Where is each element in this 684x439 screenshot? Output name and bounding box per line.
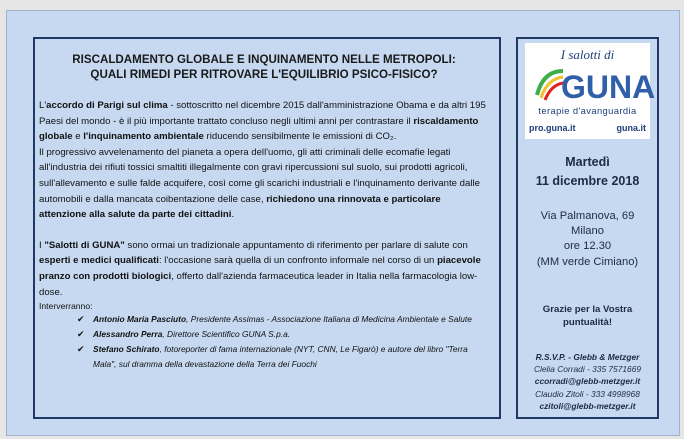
event-time: ore 12.30 — [563, 240, 612, 253]
invitation-page — [6, 10, 680, 436]
rsvp-heading: R.S.V.P. - Glebb & Metzger — [535, 352, 640, 362]
salotti-text — [39, 238, 489, 300]
event-venue — [518, 209, 657, 270]
text-span: : l'occasione sarà quella di un confronto informale nel corso di un — [158, 255, 438, 267]
speakers-list — [39, 312, 489, 372]
title-line-1: RISCALDAMENTO GLOBALE E INQUINAMENTO NELLE METROPOLI: — [72, 53, 456, 66]
speaker-item — [39, 327, 489, 342]
text-span: Il progressivo avvelenamento del pianeta a opera dell'uomo, gli atti criminali delle ecomafie legati all'industria dei rifiuti tossici smaltiti illegalmente con gravi ripercussioni sul suolo, sui prodotti agricoli, sull'allevamento e sulle falde acquifere, così come gli scarichi industriali e l'inquinamento derivante dalle automobili e dalla mancata coibentazione delle case, — [39, 146, 480, 205]
bold-span: piacevole pranzo con prodotti biologici — [39, 255, 481, 282]
event-date: 11 dicembre 2018 — [535, 174, 640, 188]
text-span: sono ormai un tradizionale appuntamento di riferimento per parlare di salute con — [124, 239, 468, 251]
text-span: riducendo sensibilmente le emissioni di CO₂. — [203, 131, 397, 143]
bold-span: l'inquinamento ambientale — [83, 131, 204, 143]
logo-brand-text: GUNA — [561, 69, 656, 105]
rsvp-email-2[interactable]: czitoli@glebb-metzger.it — [539, 400, 636, 411]
event-day: Martedì — [565, 155, 610, 169]
text-span: - sottoscritto nel dicembre 2015 dall'amministrazione Obama e da altri 195 Paesi del mondo - è il più importante trattato concluso negli ultimi anni per contrastare il — [39, 100, 486, 127]
bold-span: riscaldamento globale — [39, 115, 479, 143]
pollution-text — [39, 145, 489, 223]
bold-span: richiedono una rinnovata e particolare attenzione alla salute da parte dei cittadini — [39, 193, 441, 221]
guna-url-link[interactable]: guna.it — [616, 123, 646, 133]
bold-span: accordo di Parigi sul clima — [46, 100, 168, 111]
speaker-item — [39, 342, 489, 372]
guna-logo-mark-icon — [533, 65, 656, 105]
event-details-box — [516, 37, 659, 419]
logo-tagline: terapie d'avanguardia — [538, 105, 637, 116]
speaker-role: , Presidente Assimas - Associazione Italiana di Medicina Ambientale e Salute — [186, 314, 472, 325]
intro-paragraph — [39, 98, 489, 223]
text-span: e — [72, 131, 84, 143]
salotti-paragraph — [39, 238, 489, 300]
thanks-note — [518, 303, 657, 329]
speaker-name: Stefano Schirato — [93, 344, 160, 355]
speaker-name: Antonio Maria Pasciuto — [93, 314, 187, 325]
logo-urls — [529, 123, 646, 133]
guna-logo — [525, 43, 656, 139]
checkmark-icon: ✔ — [77, 329, 85, 340]
speaker-role: , fotoreporter di fama internazionale (NYT, CNN, Le Figarò) e autore del libro "Terra Mala", sul dramma della devastazione della Terra dei Fuochi — [93, 344, 468, 370]
bold-span: "Salotti di GUNA" — [44, 239, 125, 251]
logo-top-text: I salotti di — [560, 47, 615, 62]
pro-url-link[interactable]: pro.guna.it — [529, 123, 576, 133]
venue-metro: (MM verde Cimiano) — [536, 255, 639, 268]
text-span: I — [39, 239, 45, 251]
text-span: , offerto dall'azienda farmaceutica leader in Italia nella farmacologia low-dose. — [39, 270, 478, 298]
paris-agreement-text — [39, 98, 489, 145]
title-line-2: QUALI RIMEDI PER RITROVARE L'EQUILIBRIO PSICO-FISICO? — [90, 68, 438, 81]
speaker-name: Alessandro Perra — [93, 329, 163, 340]
bold-span: esperti e medici qualificati — [39, 255, 159, 267]
venue-address: Via Palmanova, 69 — [540, 210, 635, 222]
rsvp-contact-1: Clelia Corradi - 335 7571669 — [533, 364, 642, 375]
speaker-item — [39, 312, 489, 327]
checkmark-icon: ✔ — [77, 314, 85, 325]
venue-city: Milano — [571, 225, 604, 238]
rsvp-email-1[interactable]: ccorradi@glebb-metzger.it — [534, 376, 641, 387]
main-content-box — [33, 37, 501, 419]
text-span: L' — [39, 100, 47, 111]
rsvp-contact-2: Claudio Zitoli - 333 4998968 — [535, 388, 640, 399]
rsvp-block — [518, 351, 657, 412]
checkmark-icon: ✔ — [77, 344, 85, 355]
page-title — [39, 52, 489, 82]
text-span: . — [231, 209, 235, 221]
thanks-line-2: puntualità! — [562, 317, 613, 328]
thanks-line-1: Grazie per la Vostra — [542, 304, 633, 315]
interverranno-label: Interverranno: — [39, 301, 93, 312]
speaker-role: , Direttore Scientifico GUNA S.p.a. — [162, 329, 291, 340]
